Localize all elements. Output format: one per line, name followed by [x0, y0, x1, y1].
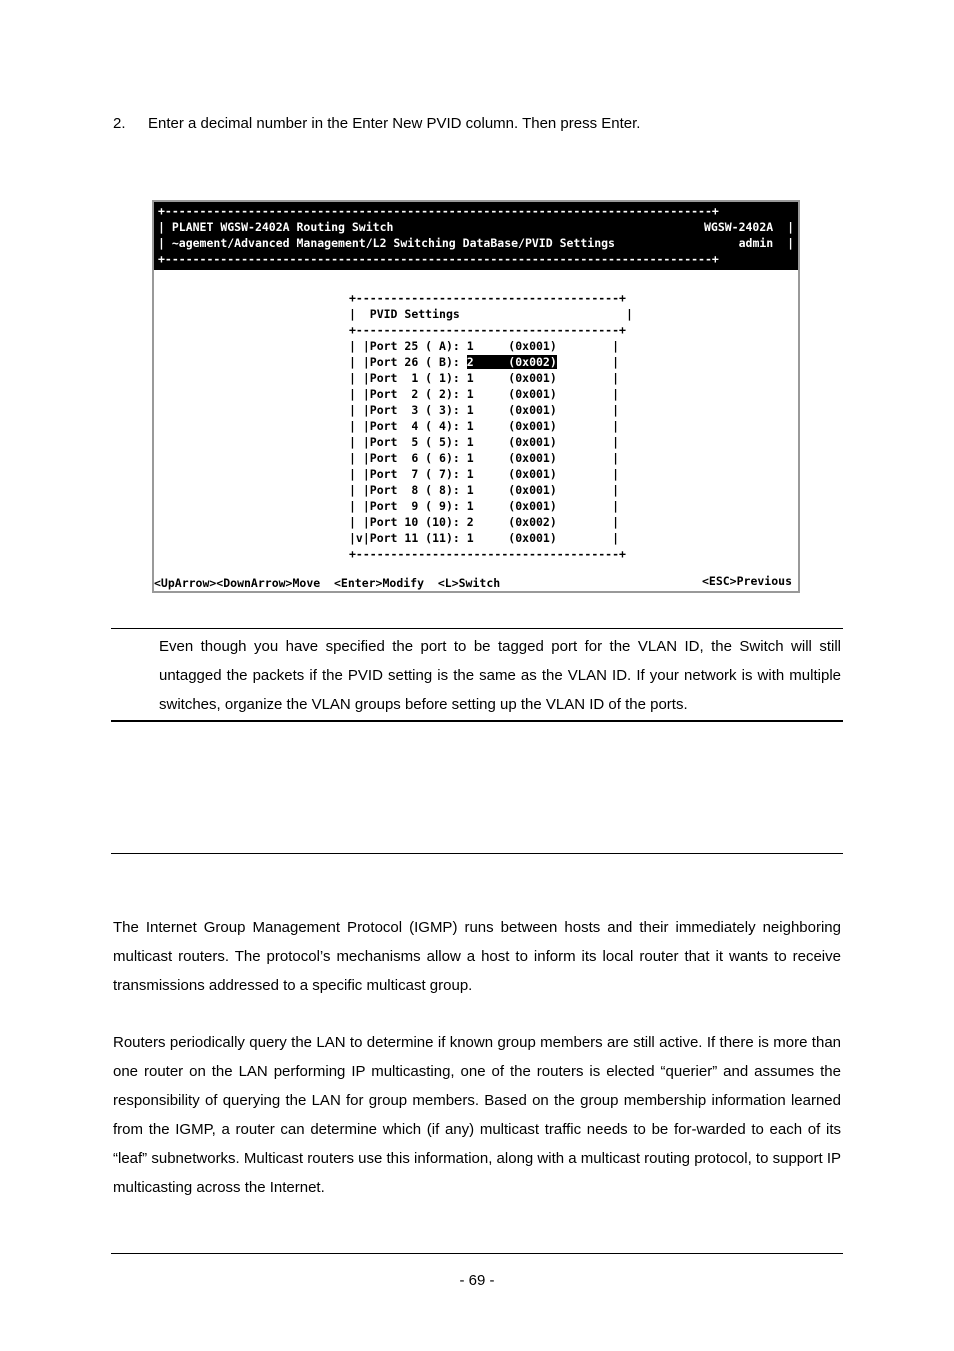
- pvid-hex-value: (0x001): [508, 531, 557, 545]
- terminal-title: PLANET WGSW-2402A Routing Switch: [171, 220, 394, 234]
- pvid-rows: [349, 338, 633, 546]
- pvid-value[interactable]: 1: [466, 339, 474, 353]
- pvid-hex-value: (0x001): [508, 339, 557, 353]
- pvid-hex-value: (0x001): [508, 403, 557, 417]
- step-instruction: [113, 113, 640, 135]
- pvid-value[interactable]: 2: [466, 355, 474, 369]
- pvid-row[interactable]: | |Port 8 ( 8): 1 (0x001) |: [349, 483, 620, 497]
- terminal-model: WGSW-2402A: [703, 220, 774, 234]
- pvid-port-label: Port 1 ( 1):: [369, 371, 460, 385]
- footer-rule: [111, 1253, 843, 1254]
- terminal-user: admin: [738, 236, 774, 250]
- pvid-row[interactable]: | |Port 6 ( 6): 1 (0x001) |: [349, 451, 620, 465]
- pvid-value[interactable]: 1: [466, 387, 474, 401]
- pvid-port-label: Port 10 (10):: [369, 515, 460, 529]
- pvid-hex-value: (0x001): [508, 435, 557, 449]
- pvid-value[interactable]: 1: [466, 419, 474, 433]
- paragraph-igmp-intro: The Internet Group Management Protocol (IGMP) runs between hosts and their immediately neighboring multicast routers. The protocol’s mechanisms allow a host to inform its local router that it wants to receive transmissions addressed to a specific multicast group.: [113, 919, 841, 994]
- pvid-row[interactable]: | |Port 7 ( 7): 1 (0x001) |: [349, 467, 620, 481]
- terminal-screenshot: [152, 200, 800, 593]
- pvid-row[interactable]: | |Port 25 ( A): 1 (0x001) |: [349, 339, 620, 353]
- pvid-value[interactable]: 1: [466, 499, 474, 513]
- pvid-value[interactable]: 1: [466, 451, 474, 465]
- pvid-row[interactable]: | |Port 9 ( 9): 1 (0x001) |: [349, 499, 620, 513]
- pvid-hex-value: (0x001): [508, 483, 557, 497]
- pvid-value[interactable]: 1: [466, 435, 474, 449]
- paragraph-igmp-querier: Routers periodically query the LAN to determine if known group members are still active. If there is more than one router on the LAN performing IP multicasting, one of the routers is elected “querier” and assumes the responsibility of querying the LAN for group members. Based on the group membership information learned from the IGMP, a router can determine which (if any) multicast traffic needs to be for-warded to each of its “leaf” subnetworks. Multicast routers use this information, along with a multicast routing protocol, to support IP multicasting across the Internet.: [113, 1034, 841, 1196]
- pvid-hex-value: (0x001): [508, 387, 557, 401]
- pvid-value[interactable]: 2: [466, 515, 474, 529]
- pvid-row[interactable]: | |Port 3 ( 3): 1 (0x001) |: [349, 403, 620, 417]
- pvid-port-label: Port 5 ( 5):: [369, 435, 460, 449]
- pvid-port-label: Port 6 ( 6):: [369, 451, 460, 465]
- pvid-port-label: Port 9 ( 9):: [369, 499, 460, 513]
- pvid-row[interactable]: | |Port 5 ( 5): 1 (0x001) |: [349, 435, 620, 449]
- pvid-row[interactable]: | |Port 1 ( 1): 1 (0x001) |: [349, 371, 620, 385]
- pvid-row[interactable]: | |Port 2 ( 2): 1 (0x001) |: [349, 387, 620, 401]
- step-number: 2.: [113, 115, 126, 132]
- page-number: - 69 -: [459, 1272, 495, 1289]
- pvid-value[interactable]: 1: [466, 483, 474, 497]
- pvid-row[interactable]: | |Port 10 (10): 2 (0x002) |: [349, 515, 620, 529]
- section-rule: [111, 853, 843, 854]
- note-text: Even though you have specified the port to be tagged port for the VLAN ID, the Switch will still untagged the packets if the PVID setting is the same as the VLAN ID. If your network is with multiple switches, organize the VLAN groups before setting up the VLAN ID of the ports.: [159, 638, 841, 713]
- terminal-key-hints: <UpArrow><DownArrow>Move <Enter>Modify <L>Switch: [154, 576, 501, 590]
- terminal-header: +-------------------------------------------------------------------------------+ | PLANET WGSW-2402A Routing Switch WGSW-2402A | | ~agement/Advanced Management/L2 Switching DataBase/PVID Settings admin | +-------------------------------------------------------------------------------+: [154, 202, 798, 270]
- note-top-rule: [111, 628, 843, 629]
- note-bottom-rule: [111, 720, 843, 722]
- pvid-port-label: Port 26 ( B):: [369, 355, 460, 369]
- terminal-breadcrumb: ~agement/Advanced Management/L2 Switching DataBase/PVID Settings: [171, 236, 615, 250]
- pvid-port-label: Port 2 ( 2):: [369, 387, 460, 401]
- pvid-port-label: Port 4 ( 4):: [369, 419, 460, 433]
- step-text: Enter a decimal number in the Enter New PVID column. Then press Enter.: [148, 115, 641, 132]
- pvid-hex-value: (0x001): [508, 499, 557, 513]
- pvid-hex-value: (0x001): [508, 467, 557, 481]
- pvid-hex-value: (0x002): [508, 355, 557, 369]
- terminal-footer: [154, 574, 798, 592]
- pvid-port-label: Port 7 ( 7):: [369, 467, 460, 481]
- pvid-value[interactable]: 1: [466, 467, 474, 481]
- pvid-value[interactable]: 1: [466, 403, 474, 417]
- pvid-hex-value: (0x001): [508, 371, 557, 385]
- pvid-row[interactable]: | |Port 26 ( B): 2 (0x002) |: [349, 355, 620, 369]
- pvid-port-label: Port 8 ( 8):: [369, 483, 460, 497]
- pvid-port-label: Port 3 ( 3):: [369, 403, 460, 417]
- pvid-hex-value: (0x002): [508, 515, 557, 529]
- pvid-hex-value: (0x001): [508, 419, 557, 433]
- pvid-settings-box: +--------------------------------------+ | PVID Settings | +--------------------------------------+ | |Port 25 ( A): 1 (0x001) | | |Port 26 ( B): 2 (0x002) | | |Port 1 ( 1): 1 (0x001) | | |Port 2 ( 2): 1 (0x001) | | |Port 3 ( 3): 1 (0x001) | | |Port 4 ( 4): 1 (0x001) | | |Port 5 ( 5): 1 (0x001) | | |Port 6 ( 6): 1 (0x001) | | |Port 7 ( 7): 1 (0x001) | | |Port 8 ( 8): 1 (0x001) | | |Port 9 ( 9): 1 (0x001) | | |Port 10 (10): 2 (0x002) | |v|Port 11 (11): 1 (0x001) | +--------------------------------------+: [349, 291, 633, 561]
- pvid-row[interactable]: |v|Port 11 (11): 1 (0x001) |: [349, 531, 620, 545]
- pvid-port-label: Port 25 ( A):: [369, 339, 460, 353]
- pvid-settings-title: PVID Settings: [369, 307, 460, 321]
- pvid-value[interactable]: 1: [466, 371, 474, 385]
- pvid-value[interactable]: 1: [466, 531, 474, 545]
- pvid-port-label: Port 11 (11):: [369, 531, 460, 545]
- pvid-row[interactable]: | |Port 4 ( 4): 1 (0x001) |: [349, 419, 620, 433]
- terminal-esc-hint: <ESC>Previous: [701, 574, 792, 588]
- pvid-hex-value: (0x001): [508, 451, 557, 465]
